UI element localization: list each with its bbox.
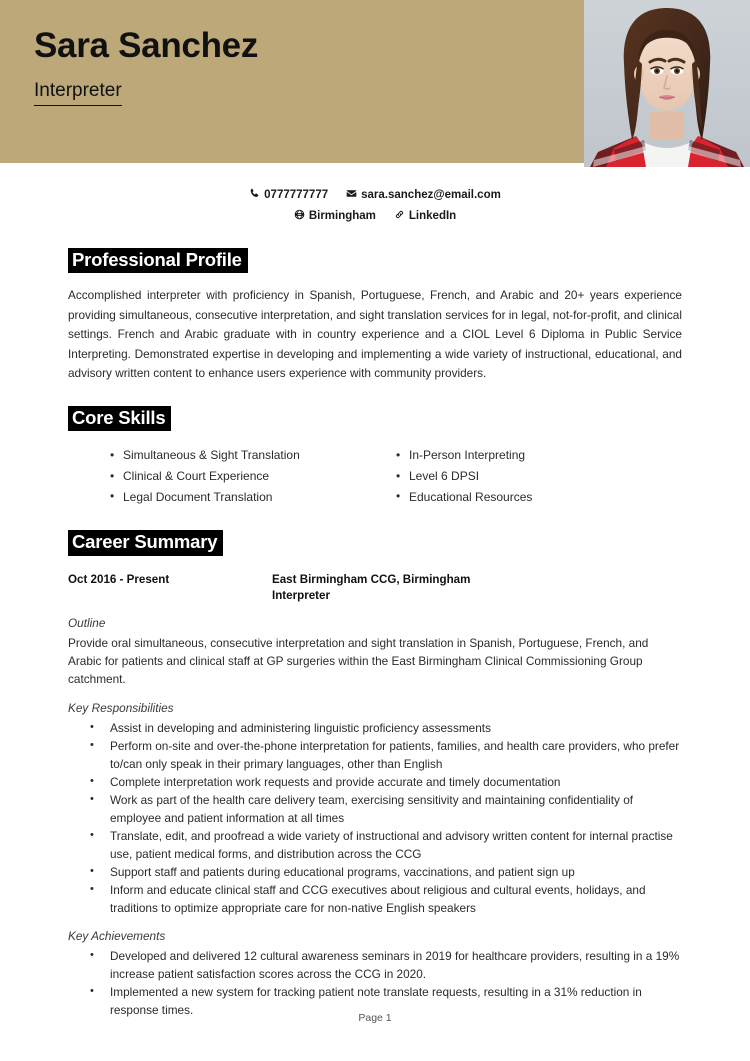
portrait-photo-icon xyxy=(584,0,750,167)
career-entry-role: Interpreter xyxy=(272,589,330,603)
list-item: • Educational Resources xyxy=(396,487,682,508)
list-item: • In-Person Interpreting xyxy=(396,445,682,466)
contact-linkedin[interactable] xyxy=(394,206,456,227)
section-heading-career-summary: Career Summary xyxy=(68,530,223,556)
page-number: Page 1 xyxy=(358,1012,392,1024)
page-title: Sara Sanchez xyxy=(34,26,259,65)
list-item: • Simultaneous & Sight Translation xyxy=(110,445,396,466)
list-item: • Work as part of the health care delivery team, exercising sensitivity and maintaining confidentiality of employee and patient information at all times xyxy=(68,792,682,827)
contact-linkedin-text: LinkedIn xyxy=(408,210,457,223)
list-item: • Support staff and patients during educational programs, vaccinations, and patient sign up xyxy=(68,864,682,882)
contact-email[interactable] xyxy=(346,185,501,206)
globe-icon xyxy=(294,209,305,220)
list-item: • Developed and delivered 12 cultural awareness seminars in 2019 for healthcare providers, resulting in a 19% increase patient satisfaction scores across the CCG in 2020. xyxy=(68,948,682,983)
section-professional-profile xyxy=(68,248,682,384)
responsibilities-list xyxy=(68,720,682,918)
list-item: • Implemented a new system for tracking patient note translate requests, resulting in a 31% reduction in response times. xyxy=(68,984,682,1019)
phone-icon xyxy=(249,188,260,199)
envelope-icon xyxy=(346,188,357,199)
list-item: • Assist in developing and administering linguistic proficiency assessments xyxy=(68,720,682,738)
section-heading-profile: Professional Profile xyxy=(68,248,248,274)
section-core-skills xyxy=(68,384,682,508)
career-entry xyxy=(68,572,682,1020)
career-entry-employer: East Birmingham CCG, Birmingham xyxy=(272,572,471,586)
contact-line-1 xyxy=(0,185,750,206)
resume-header xyxy=(0,0,750,167)
achievements-label: Key Achievements xyxy=(68,929,166,944)
list-item: • Translate, edit, and proofread a wide variety of instructional and advisory written content for internal practise use, patient medical forms, and distribution across the CCG xyxy=(68,828,682,863)
contact-email-text: sara.sanchez@email.com xyxy=(361,189,501,201)
list-item: • Level 6 DPSI xyxy=(396,466,682,487)
achievements-list xyxy=(68,948,682,1019)
core-skills-columns xyxy=(68,445,682,507)
section-heading-core-skills: Core Skills xyxy=(68,406,171,432)
outline-label: Outline xyxy=(68,616,106,631)
list-item: • Complete interpretation work requests and provide accurate and timely documentation xyxy=(68,774,682,792)
contact-phone-text: 0777777777 xyxy=(264,189,329,201)
header-text-group xyxy=(34,26,258,106)
core-skills-column-right xyxy=(396,445,682,507)
list-item: • Legal Document Translation xyxy=(110,487,396,508)
career-entry-dates: Oct 2016 - Present xyxy=(68,572,170,586)
list-item: • Clinical & Court Experience xyxy=(110,466,396,487)
contact-location-text: Birmingham xyxy=(308,210,376,223)
core-skills-column-left xyxy=(110,445,396,507)
contact-line-2 xyxy=(0,206,750,227)
header-job-title: Interpreter xyxy=(34,80,122,106)
avatar xyxy=(584,0,750,167)
contact-phone[interactable] xyxy=(249,185,328,206)
page-footer xyxy=(0,1012,750,1024)
section-career-summary xyxy=(68,508,682,1020)
profile-paragraph: Accomplished interpreter with proficiency in Spanish, Portuguese, French, and Arabic and 20+ years experience providing simultaneous, consecutive interpretation, and sight translation services for in legal, not-for-profit, and clinical settings. French and Arabic graduate with in country experience and a CIOL Level 6 Diploma in Public Service Interpreting. Demonstrated expertise in developing and implementing a wide variety of instructional, educational, and advisory written content to enhance users experience with community providers. xyxy=(68,288,682,381)
outline-paragraph: Provide oral simultaneous, consecutive interpretation and sight translation in Spanish, Portuguese, French, and Arabic for patients and clinical staff at GP surgeries within the East Birmingham Clinical Commissioning Group catchment. xyxy=(68,636,649,686)
resume-body xyxy=(0,248,750,1020)
list-item: • Inform and educate clinical staff and CCG executives about religious and cultural events, holidays, and traditions to optimize appropriate care for non-native English speakers xyxy=(68,882,682,917)
link-icon xyxy=(394,209,405,220)
list-item: • Perform on-site and over-the-phone interpretation for patients, families, and health care providers, who prefer to/can only speak in their primary languages, other than English xyxy=(68,738,682,773)
contact-details xyxy=(0,185,750,228)
contact-location[interactable] xyxy=(294,206,376,227)
responsibilities-label: Key Responsibilities xyxy=(68,700,174,715)
career-entry-header xyxy=(68,572,682,606)
career-entry-employer-role xyxy=(272,572,470,606)
